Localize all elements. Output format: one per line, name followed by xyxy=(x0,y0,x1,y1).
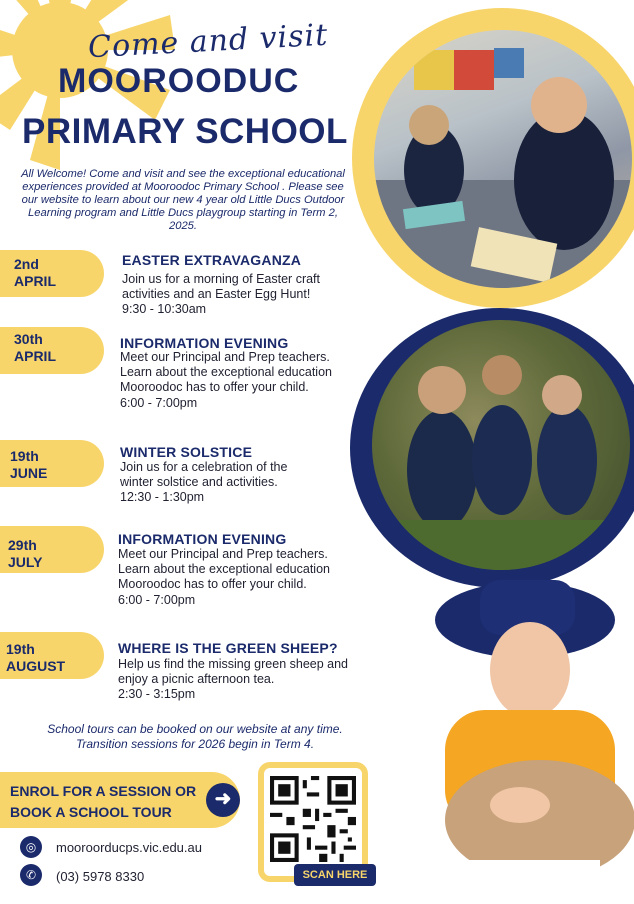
event-description: Meet our Principal and Prep teachers. Learn about the exceptional education Mooroodoc has to offer your child. 6:00 - 7:00pm xyxy=(118,547,330,607)
event-title: INFORMATION EVENING xyxy=(120,335,289,351)
event-title: EASTER EXTRAVAGANZA xyxy=(122,252,302,268)
event-title: INFORMATION EVENING xyxy=(118,531,287,547)
enrol-banner-text: ENROL FOR A SESSION OR BOOK A SCHOOL TOUR xyxy=(10,783,197,820)
school-name-line1: MOOROODUC xyxy=(58,62,300,100)
child-with-chicken-photo xyxy=(420,570,634,904)
phone-number[interactable]: (03) 5978 8330 xyxy=(56,869,145,884)
intro-paragraph: All Welcome! Come and visit and see the exceptional educational experiences provided at Mooroodoc Primary School . Please see our website to learn about our new 4 year old Little Ducs Outdoor Learning program and Little Ducs playgroup starting in Term 2, 2025. xyxy=(21,168,345,232)
event-date: 2nd APRIL xyxy=(14,256,56,289)
event-date: 29th JULY xyxy=(8,537,43,570)
website-link[interactable]: mooroorducps.vic.edu.au xyxy=(56,840,202,855)
event-description: Meet our Principal and Prep teachers. Learn about the exceptional education Mooroodoc has to offer your child. 6:00 - 7:00pm xyxy=(120,350,332,410)
scan-here-label: SCAN HERE xyxy=(294,864,376,886)
classroom-photo xyxy=(374,30,632,288)
arrow-right-icon[interactable]: ➜ xyxy=(206,783,240,817)
outdoor-learning-photo xyxy=(372,320,630,570)
event-description: Help us find the missing green sheep and enjoy a picnic afternoon tea. 2:30 - 3:15pm xyxy=(118,657,349,702)
phone-icon: ✆ xyxy=(20,864,42,886)
event-title: WINTER SOLSTICE xyxy=(120,444,253,460)
event-date: 19th AUGUST xyxy=(6,641,66,674)
event-title: WHERE IS THE GREEN SHEEP? xyxy=(118,640,338,656)
globe-icon: ◎ xyxy=(20,836,42,858)
qr-code-icon xyxy=(270,776,356,862)
event-date: 30th APRIL xyxy=(14,331,56,364)
event-description: Join us for a celebration of the winter solstice and activities. 12:30 - 1:30pm xyxy=(120,460,288,505)
tours-note: School tours can be booked on our website at any time. Transition sessions for 2026 begin in Term 4. xyxy=(47,722,343,751)
event-date: 19th JUNE xyxy=(10,448,48,481)
school-name-line2: PRIMARY SCHOOL xyxy=(22,112,348,151)
event-description: Join us for a morning of Easter craft activities and an Easter Egg Hunt! 9:30 - 10:30am xyxy=(122,272,321,317)
come-and-visit-heading: Come and visit xyxy=(87,17,330,66)
